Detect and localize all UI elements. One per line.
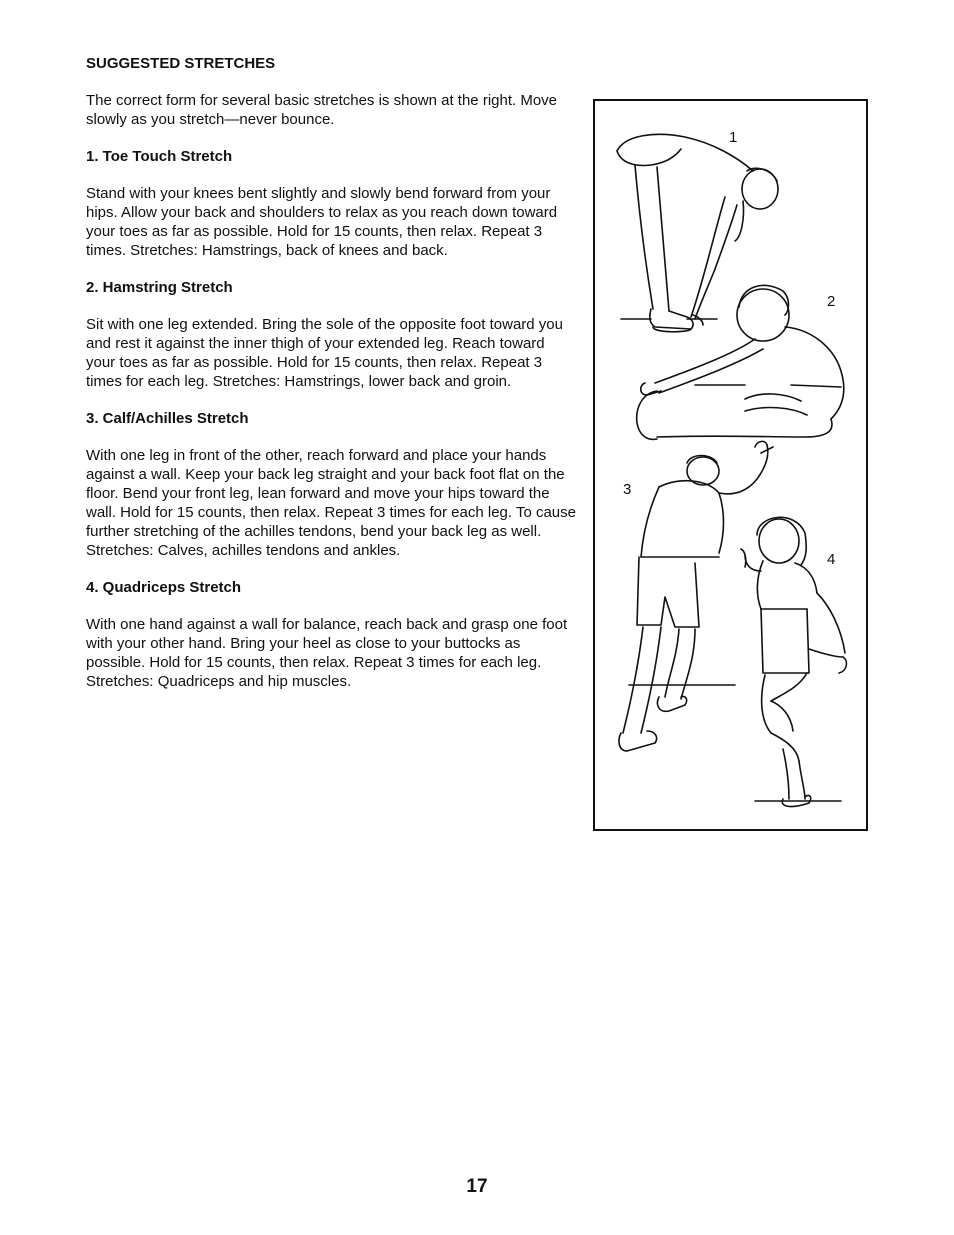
figure-label-2: 2: [827, 293, 836, 310]
stretch-2-body: Sit with one leg extended. Bring the sole of the opposite foot toward you and rest it against the inner thigh of your extended leg. Reach toward your toes as far as possible. Hold for 15 counts, then relax. Repeat 3 times for each leg. Stretches: Hamstrings, lower back and groin.: [86, 316, 563, 390]
text-column: [86, 54, 576, 709]
figure-label-3: 3: [623, 481, 632, 498]
intro-paragraph: The correct form for several basic stretches is shown at the right. Move slowly as you stretch—never bounce.: [86, 92, 558, 128]
stretch-1-body: Stand with your knees bent slightly and slowly bend forward from your hips. Allow your back and shoulders to relax as you reach down toward your toes as far as possible. Hold for 15 counts, then relax. Repeat 3 times. Stretches: Hamstrings, back of knees and back.: [86, 185, 558, 259]
stretch-3-title: 3. Calf/Achilles Stretch: [86, 410, 249, 427]
stretch-4-body: With one hand against a wall for balance, reach back and grasp one foot with your other hand. Bring your heel as close to your buttocks as possible. Hold for 15 counts, then relax. Repeat 3 times for each leg. Stretches: Quadriceps and hip muscles.: [86, 616, 568, 690]
section-heading: SUGGESTED STRETCHES: [86, 55, 276, 72]
stretch-illustration-box: [593, 99, 868, 831]
stretch-2-title: 2. Hamstring Stretch: [86, 279, 233, 296]
stretch-3-body: With one leg in front of the other, reach forward and place your hands against a wall. Keep your back leg straight and your back foot flat on the floor. Bend your front leg, lean forward and move your hips toward the wall. Hold for 15 counts, then relax. Repeat 3 times for each leg. To cause further stretching of the achilles tendons, bend your back leg as well. Stretches: Calves, achilles tendons and ankles.: [86, 447, 576, 559]
figure-label-4: 4: [827, 551, 836, 568]
page-number: 17: [466, 1176, 488, 1197]
hamstring-stretch-figure: [637, 285, 844, 439]
calf-stretch-figure: [619, 441, 773, 751]
stretch-4-title: 4. Quadriceps Stretch: [86, 579, 242, 596]
stretch-1-title: 1. Toe Touch Stretch: [86, 148, 233, 165]
toe-touch-figure: [617, 134, 778, 331]
figure-label-1: 1: [729, 129, 738, 146]
stretch-illustrations: [595, 101, 866, 829]
